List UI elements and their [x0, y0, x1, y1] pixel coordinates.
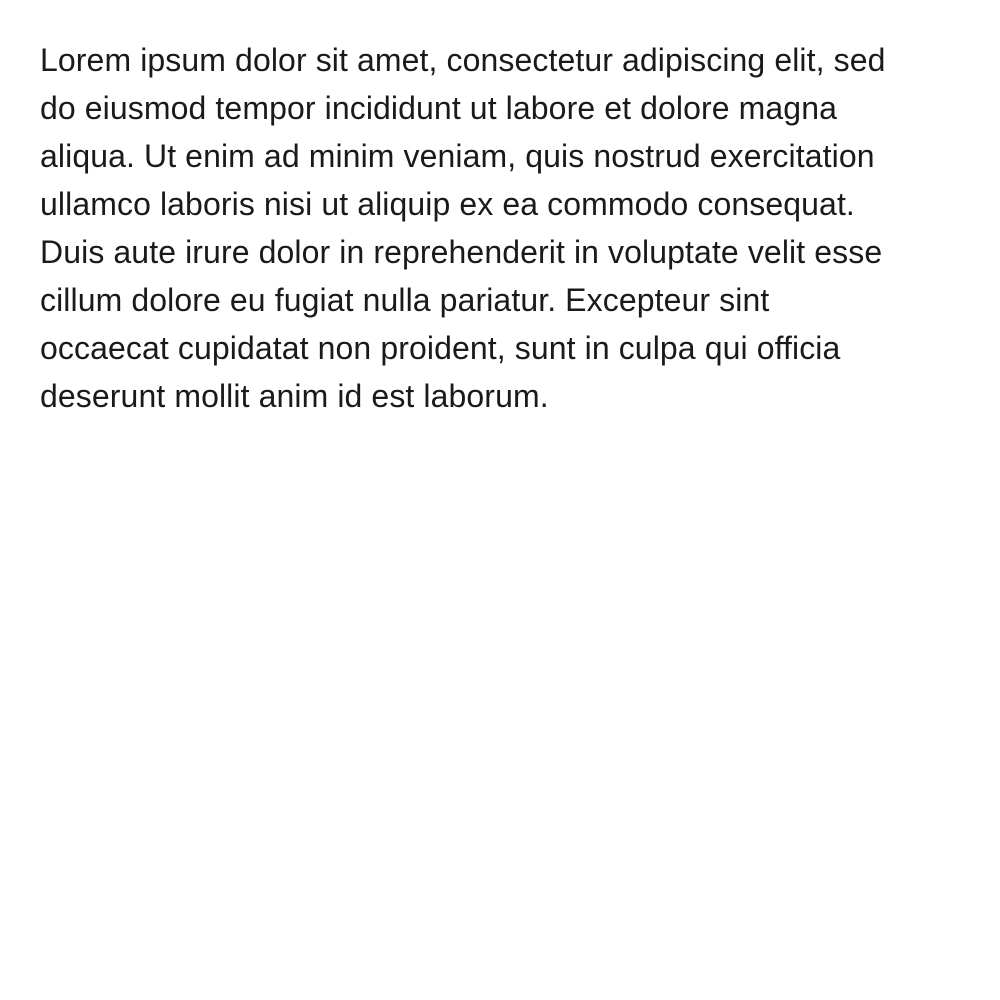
- paragraph-line: Duis aute irure dolor in reprehenderit in voluptate velit esse: [40, 234, 883, 270]
- paragraph-line: deserunt mollit anim id est laborum.: [40, 378, 549, 414]
- paragraph-line: Lorem ipsum dolor sit amet, consectetur adipiscing elit, sed: [40, 42, 886, 78]
- paragraph-line: aliqua. Ut enim ad minim veniam, quis nostrud exercitation: [40, 138, 875, 174]
- paragraph-line: occaecat cupidatat non proident, sunt in culpa qui officia: [40, 330, 841, 366]
- paragraph-line: ullamco laboris nisi ut aliquip ex ea commodo consequat.: [40, 186, 855, 222]
- paragraph-line: do eiusmod tempor incididunt ut labore et dolore magna: [40, 90, 837, 126]
- paragraph-line: cillum dolore eu fugiat nulla pariatur. Excepteur sint: [40, 282, 770, 318]
- lorem-paragraph: [40, 36, 960, 420]
